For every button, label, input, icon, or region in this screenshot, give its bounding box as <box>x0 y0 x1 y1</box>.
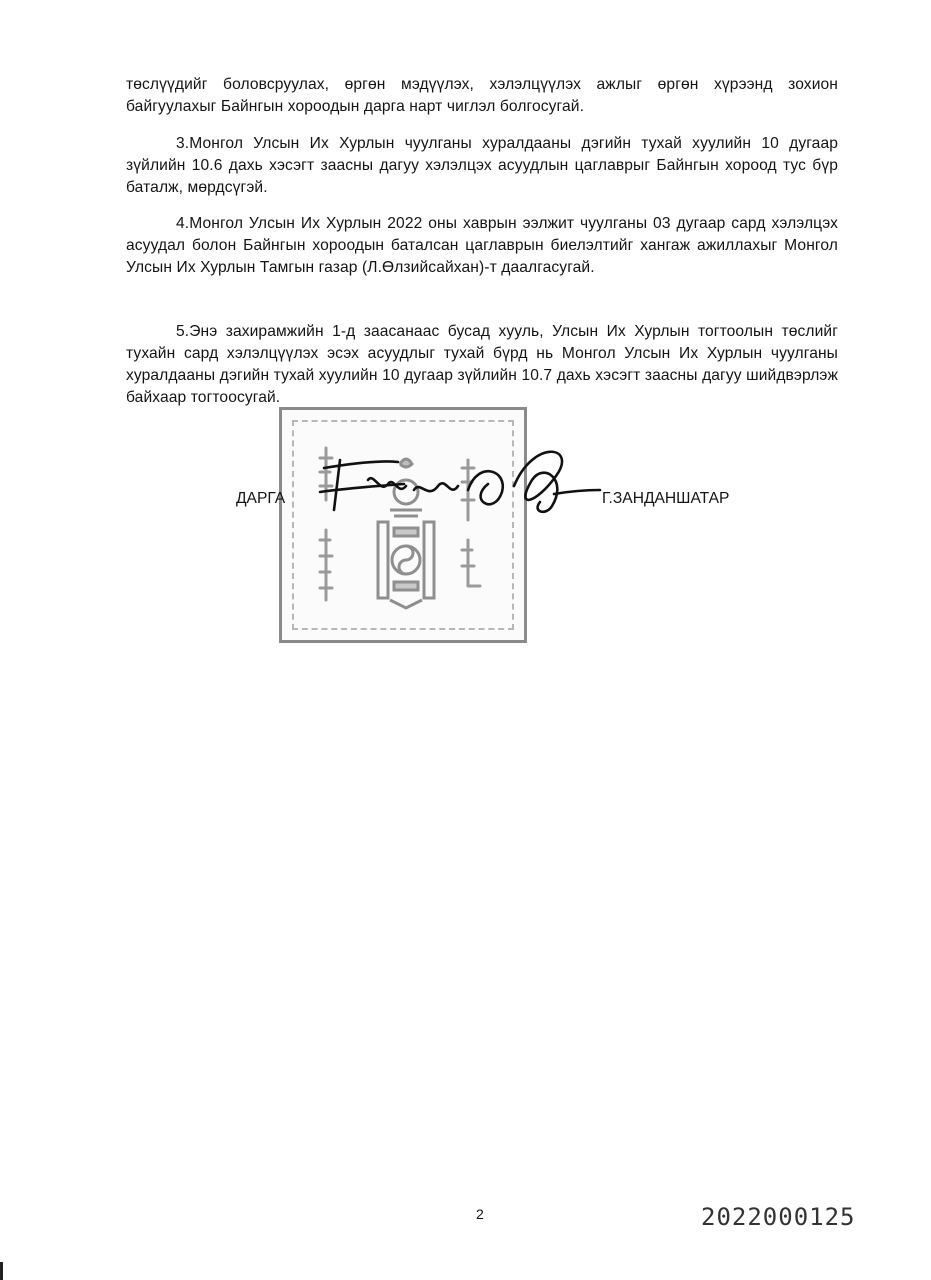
document-registration-number: 2022000125 <box>701 1203 856 1231</box>
signatory-name: Г.ЗАНДАНШАТАР <box>602 490 730 507</box>
paragraph-4: 4.Монгол Улсын Их Хурлын 2022 оны хаврын ээлжит чуулганы 03 дугаар сард хэлэлцэх асуудал болон Байнгын хороодын баталсан цаглаврын биелэлтийг хангаж ажиллахыг Монгол Улсын Их Хурлын Тамгын газар (Л.Өлзийсайхан)-т даалгасугай. <box>126 215 838 276</box>
signatory-title: ДАРГА <box>236 490 286 507</box>
scan-edge-mark <box>0 1262 3 1280</box>
page-number: 2 <box>476 1206 484 1222</box>
paragraph-3: 3.Монгол Улсын Их Хурлын чуулганы хуралдааны дэгийн тухай хуулийн 10 дугаар зүйлийн 10.6 дахь хэсэгт заасны дагуу хэлэлцэх асуудлын цаглаврыг Байнгын хороод тус бүр баталж, мөрдсүгэй. <box>126 135 838 196</box>
paragraph-5: 5.Энэ захирамжийн 1-д заасанаас бусад хууль, Улсын Их Хурлын тогтоолын төслийг тухайн сард хэлэлцүүлэх эсэх асуудлыг тухай бүрд нь Монгол Улсын Их Хурлын чуулганы хуралдааны дэгийн тухай хуулийн 10 дугаар зүйлийн 10.7 дахь хэсэгт заасны дагуу шийдвэрлэж байхаар тогтоосугай. <box>126 323 838 406</box>
paragraph-continuation: төслүүдийг боловсруулах, өргөн мэдүүлэх, хэлэлцүүлэх ажлыг өргөн хүрээнд зохион байгуулахыг Байнгын хороодын дарга нарт чиглэл болгосугай. <box>126 76 838 115</box>
handwritten-signature-icon <box>318 440 608 520</box>
